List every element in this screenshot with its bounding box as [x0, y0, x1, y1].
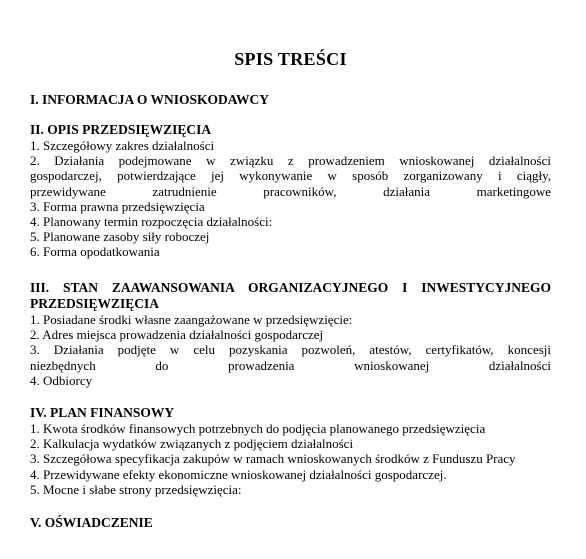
section-financial-plan: [30, 405, 551, 497]
list-item-line: niezbędnych do prowadzenia wnioskowanej działalności: [30, 357, 551, 373]
section-organizational-status: [30, 280, 551, 388]
section-heading-line: III. STAN ZAAWANSOWANIA ORGANIZACYJNEGO I INWESTYCYJNEGO: [30, 280, 551, 295]
list-item: 3. Forma prawna przedsięwzięcia: [30, 198, 205, 214]
list-item: 5. Planowane zasoby siły roboczej: [30, 229, 210, 245]
section-heading: IV. PLAN FINANSOWY: [30, 405, 175, 420]
list-item: 6. Forma opodatkowania: [30, 244, 160, 260]
list-item-line: gospodarczej, potwierdzające jej wykonywanie w sposób zorganizowany i ciągły,: [30, 168, 551, 184]
section-heading: I. INFORMACJA O WNIOSKODAWCY: [30, 92, 270, 107]
list-item: [30, 153, 551, 199]
list-item: 4. Planowany termin rozpoczęcia działalności:: [30, 214, 273, 230]
section-heading: [30, 280, 551, 312]
section-project-description: [30, 122, 551, 260]
list-item: 3. Szczegółowa specyfikacja zakupów w ramach wnioskowanych środków z Funduszu Pracy: [30, 451, 516, 467]
list-item: 1. Szczegółowy zakres działalności: [30, 138, 215, 153]
list-item-line: 3. Działania podjęte w celu pozyskania pozwoleń, atestów, certyfikatów, koncesji: [30, 342, 551, 358]
list-item: 1. Kwota środków finansowych potrzebnych do podjęcia planowanego przedsięwzięcia: [30, 421, 486, 436]
list-item: 5. Mocne i słabe strony przedsięwzięcia:: [30, 481, 242, 497]
section-heading: II. OPIS PRZEDSIĘWZIĘCIA: [30, 122, 212, 137]
section-declaration: [30, 515, 551, 531]
list-item: 4. Odbiorcy: [30, 372, 93, 388]
list-item: 4. Przewidywane efekty ekonomiczne wnioskowanej działalności gospodarczej.: [30, 466, 447, 482]
list-item: 2. Adres miejsca prowadzenia działalności gospodarczej: [30, 327, 324, 343]
document-title: SPIS TREŚCI: [234, 49, 347, 69]
section-heading-line: PRZEDSIĘWZIĘCIA: [30, 296, 160, 311]
list-item: 1. Posiadane środki własne zaangażowane w przedsięwzięcie:: [30, 312, 353, 327]
document-page: [30, 0, 551, 559]
section-heading: V. OŚWIADCZENIE: [30, 515, 153, 530]
list-item-line: 2. Działania podejmowane w związku z prowadzeniem wnioskowanej działalności: [30, 153, 551, 169]
list-item-line: przewidywane zatrudnienie pracowników, działania marketingowe: [30, 183, 551, 199]
list-item: [30, 342, 551, 372]
section-applicant-info: [30, 92, 551, 108]
list-item: 2. Kalkulacja wydatków związanych z podjęciem działalności: [30, 436, 354, 452]
